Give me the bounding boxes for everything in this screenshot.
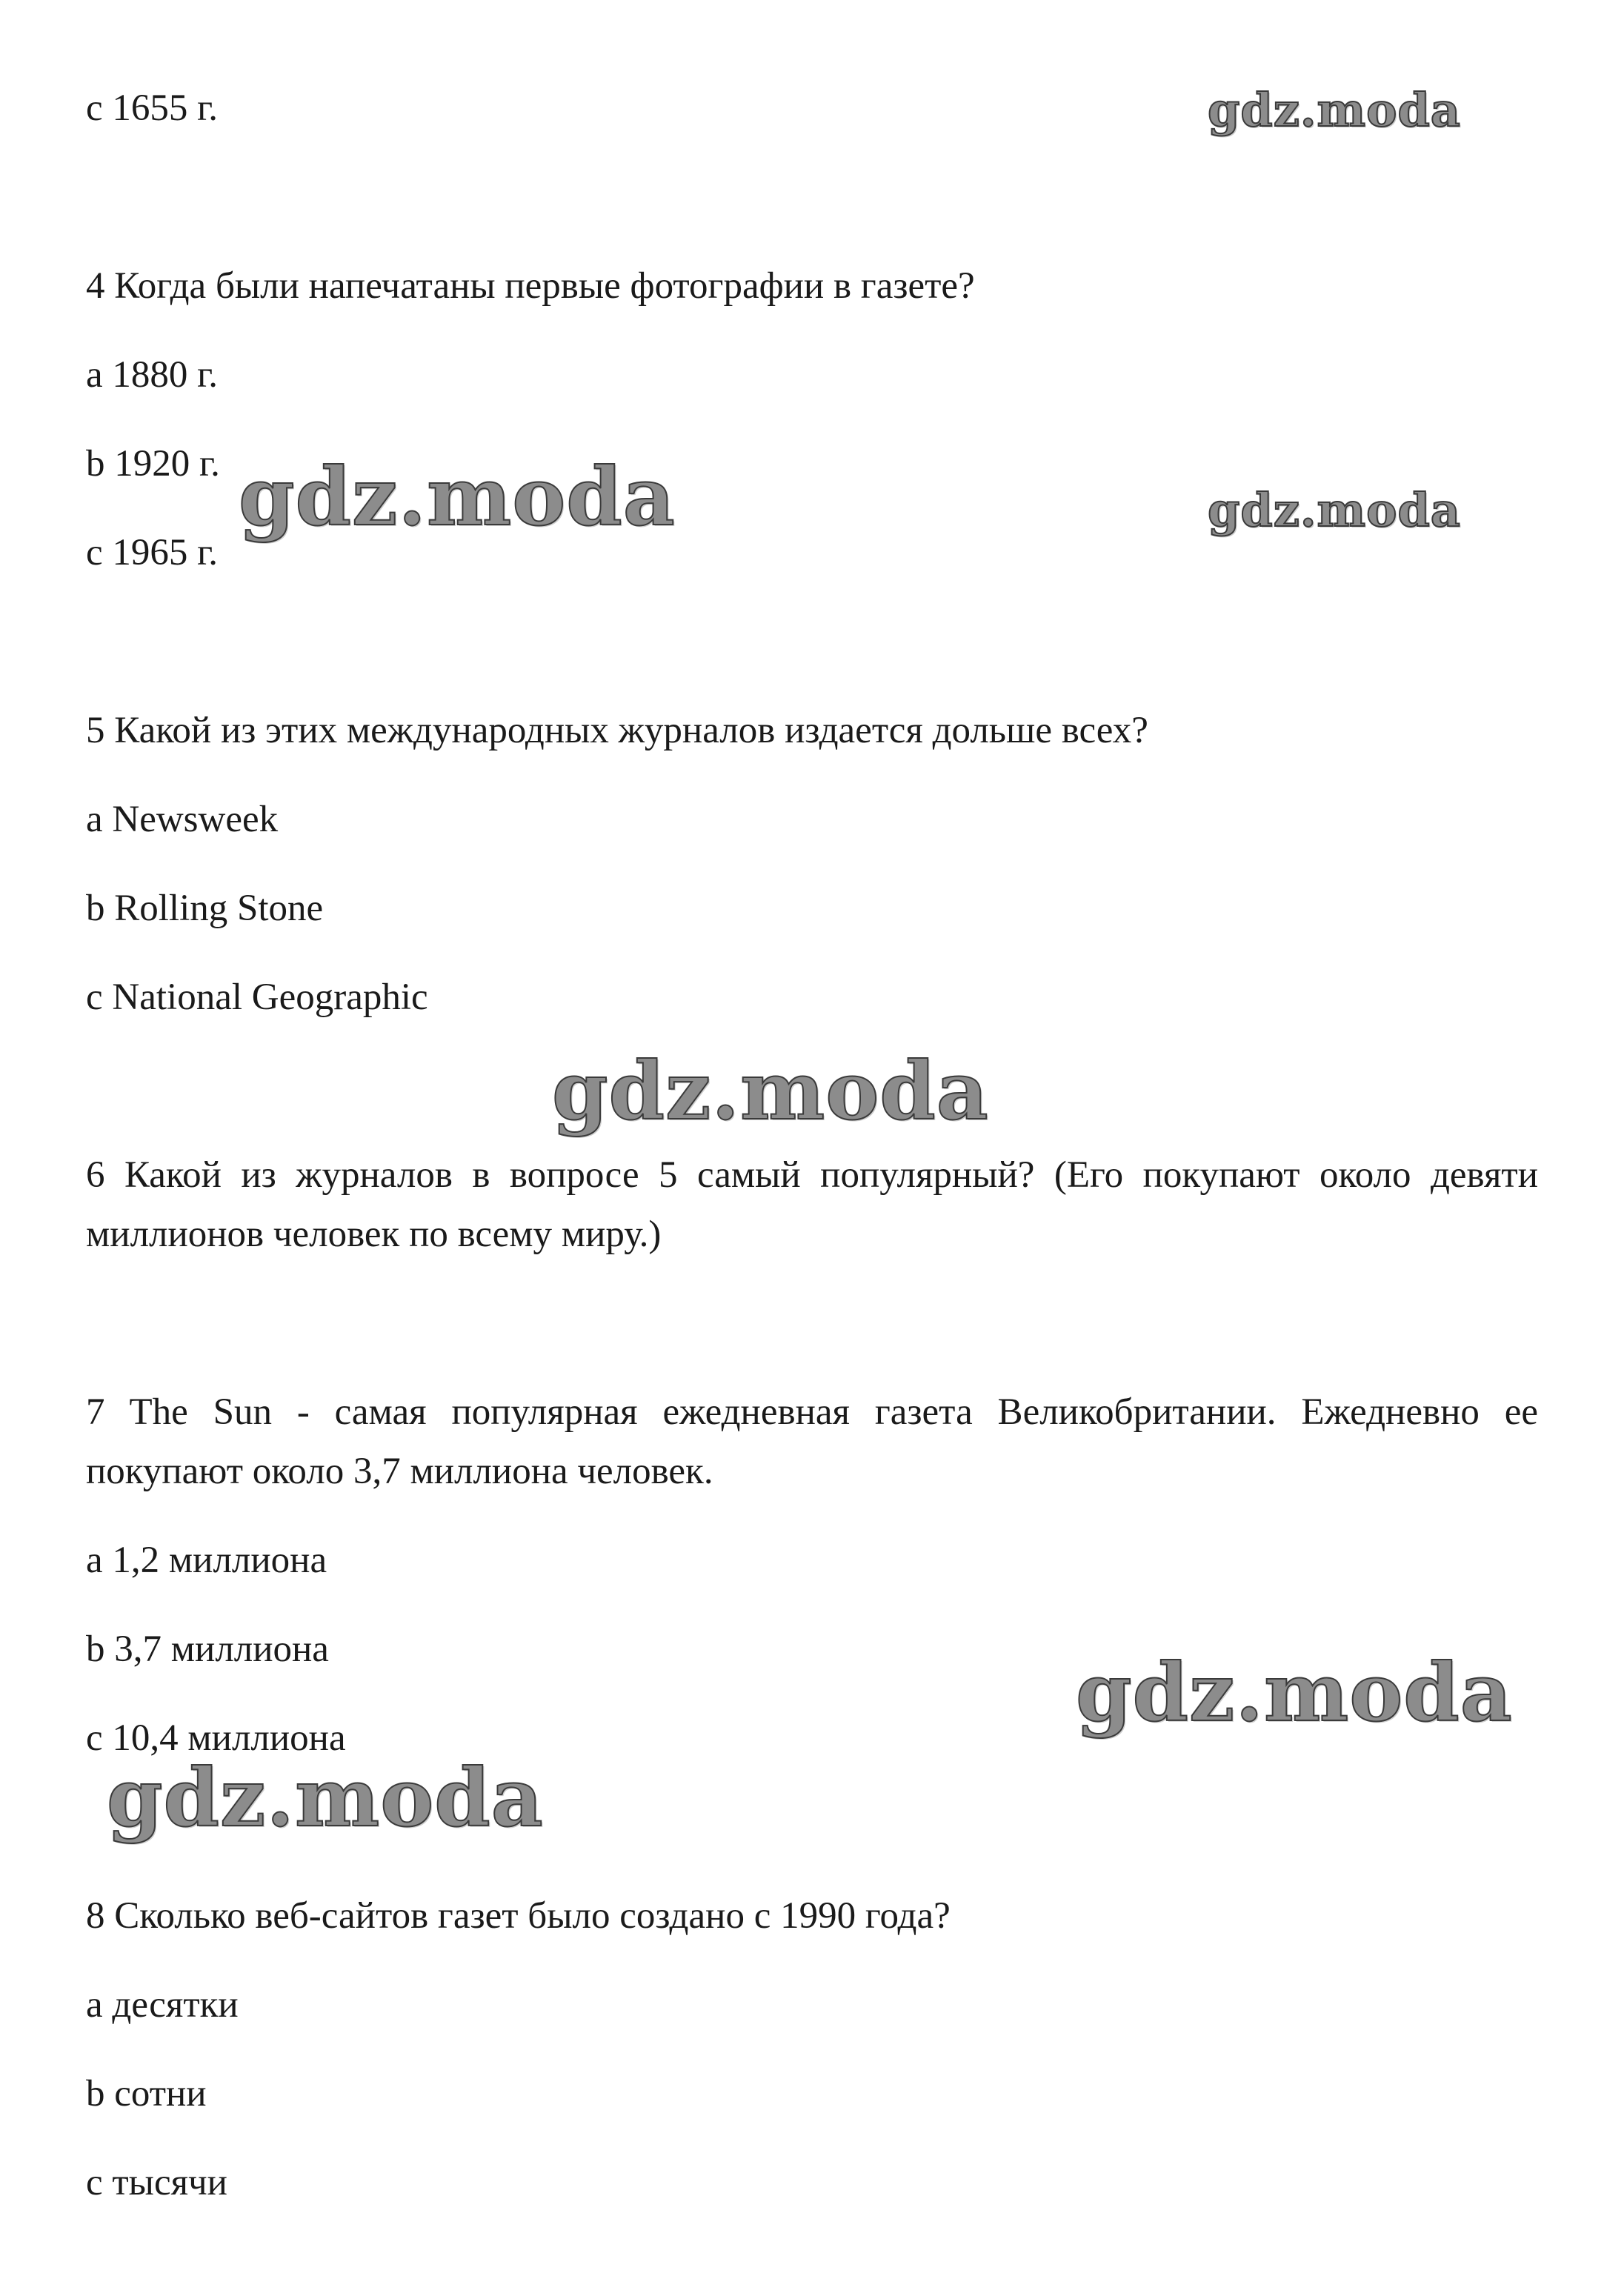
watermark-logo: gdz.moda — [552, 1045, 989, 1138]
question-7: 7 The Sun - самая популярная ежедневная газета Великобритании. Ежедневно ее покупают около 3,7 миллиона человек. — [86, 1391, 1538, 1492]
watermark-logo: gdz.moda — [107, 1751, 544, 1845]
answer-option-8c: c тысячи — [86, 2162, 227, 2203]
watermark-logo: gdz.moda — [1208, 83, 1461, 137]
answer-option-7b: b 3,7 миллиона — [86, 1628, 329, 1670]
answer-option-5b: b Rolling Stone — [86, 888, 324, 929]
answer-option-3c: c 1655 г. — [86, 87, 219, 129]
watermark-logo: gdz.moda — [1076, 1646, 1513, 1740]
answer-option-4a: a 1880 г. — [86, 354, 219, 396]
question-5: 5 Какой из этих международных журналов издается дольше всех? — [86, 710, 1148, 751]
answer-option-4c: c 1965 г. — [86, 532, 219, 573]
watermark-logo: gdz.moda — [1208, 483, 1461, 537]
question-8: 8 Сколько веб-сайтов газет было создано с 1990 года? — [86, 1895, 951, 1937]
answer-option-5c: c National Geographic — [86, 976, 428, 1018]
watermark-logo: gdz.moda — [239, 450, 676, 544]
question-4: 4 Когда были напечатаны первые фотографии в газете? — [86, 265, 975, 307]
answer-option-7a: a 1,2 миллиона — [86, 1540, 327, 1581]
answer-option-5a: a Newsweek — [86, 799, 279, 840]
answer-option-7c: c 10,4 миллиона — [86, 1717, 346, 1759]
question-6: 6 Какой из журналов в вопросе 5 самый популярный? (Его покупают около девяти миллионов человек по всему миру.) — [86, 1154, 1538, 1255]
answer-option-8b: b сотни — [86, 2073, 207, 2114]
answer-option-8a: a десятки — [86, 1984, 239, 2026]
answer-option-4b: b 1920 г. — [86, 443, 220, 485]
